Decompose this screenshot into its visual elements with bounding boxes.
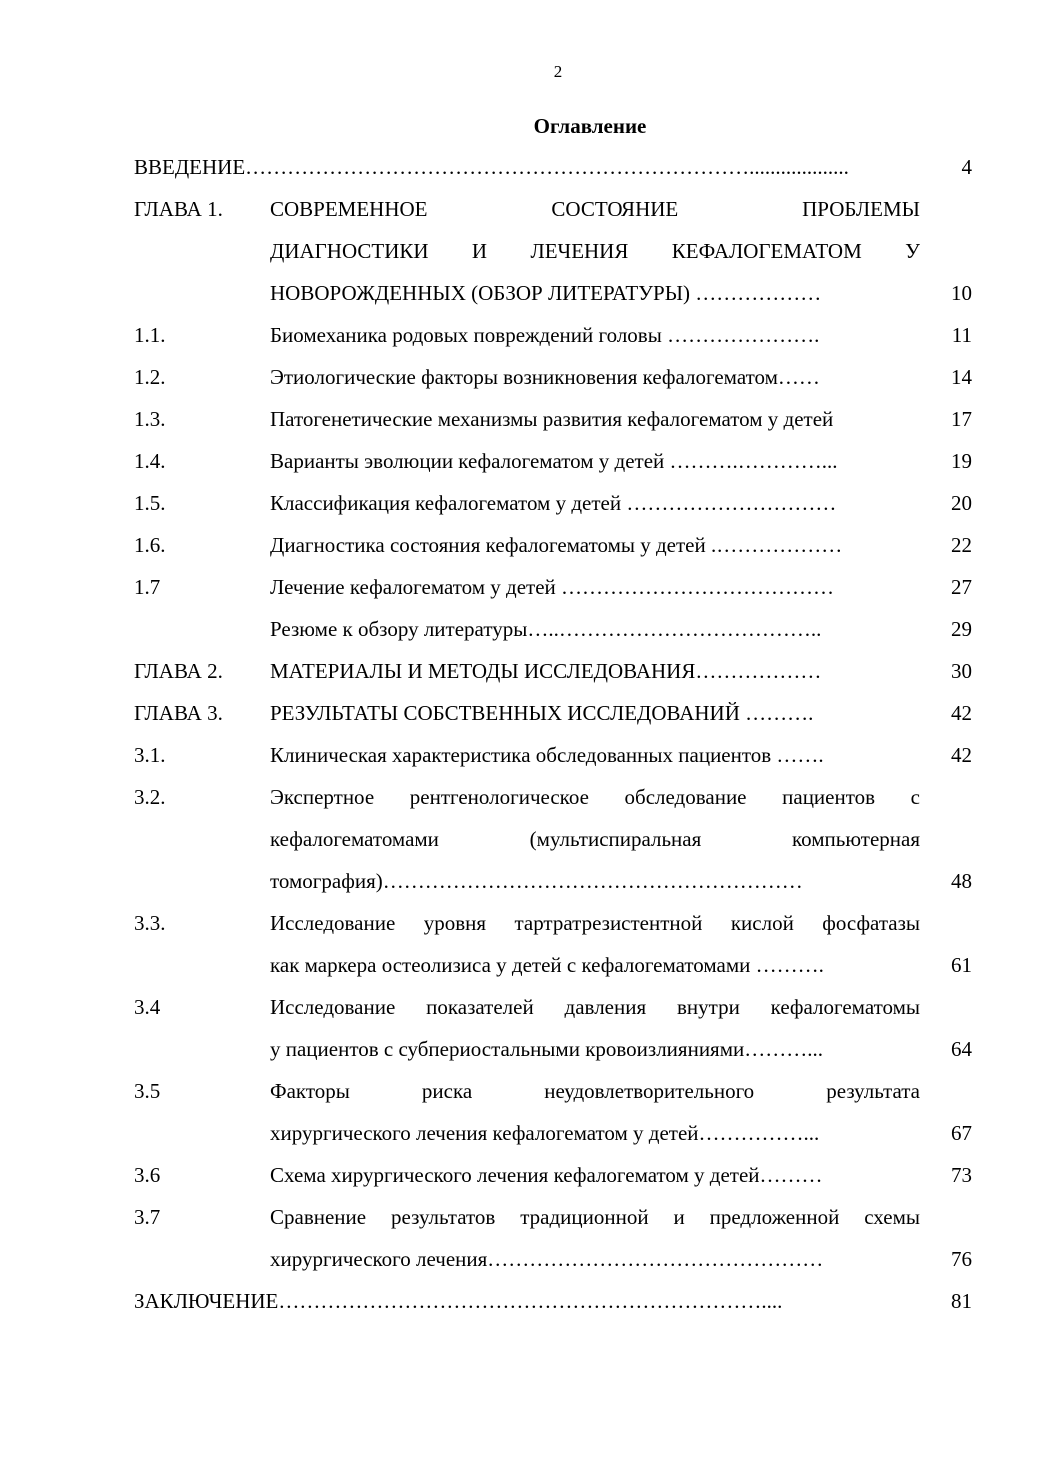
toc-entry-title <box>270 986 920 1070</box>
toc-entry-title-line: Патогенетические механизмы развития кефалогематом у детей <box>270 407 834 431</box>
toc-entry-title-line: Клиническая характеристика обследованных пациентов ……. <box>270 743 824 767</box>
toc-entry-title-line: томография)…………………………………………………… <box>270 869 803 893</box>
toc-entry-title <box>270 902 920 986</box>
toc-entry-page: 27 <box>951 575 972 599</box>
toc-entry-page: 64 <box>951 1037 972 1061</box>
toc-entry-title-line: Классификация кефалогематом у детей ………………………… <box>270 491 837 515</box>
toc-entry-page: 14 <box>951 365 972 389</box>
toc-entry-title-line: как маркера остеолизиса у детей с кефалогематомами ………. <box>270 953 824 977</box>
toc-entry-number: 3.1. <box>134 743 166 767</box>
toc-entry[interactable] <box>0 902 1040 986</box>
toc-entry[interactable] <box>0 1070 1040 1154</box>
toc-entry-title-line: Резюме к обзору литературы…..……………………………….. <box>270 617 822 641</box>
toc-entry[interactable] <box>0 188 1040 314</box>
toc-entry-title <box>270 1070 920 1154</box>
toc-entry[interactable] <box>0 1280 1040 1322</box>
toc-entry-title-line: Лечение кефалогематом у детей ………………………………… <box>270 575 835 599</box>
toc-entry[interactable] <box>0 986 1040 1070</box>
toc-entry-title-line: хирургического лечения кефалогематом у детей……………... <box>270 1121 820 1145</box>
toc-entry-title <box>270 776 920 902</box>
toc-entry-number: 1.6. <box>134 533 166 557</box>
toc-entry-title-line: Диагностика состояния кефалогематомы у детей .……………… <box>270 533 843 557</box>
toc-entry-title-line: Исследование уровня тартратрезистентной кислой фосфатазы <box>270 911 920 935</box>
toc-entry-page: 48 <box>951 869 972 893</box>
toc-entry-title <box>270 482 920 524</box>
toc-entry-title: ЗАКЛЮЧЕНИЕ…………………………………………………………….... <box>134 1289 783 1313</box>
toc-entry[interactable] <box>0 398 1040 440</box>
toc-entry-page: 81 <box>951 1289 972 1313</box>
toc-entry[interactable] <box>0 566 1040 608</box>
toc-entry-number: 3.6 <box>134 1163 161 1187</box>
toc-entry-title <box>270 650 920 692</box>
toc-entry-title <box>270 188 920 314</box>
toc-entry[interactable] <box>0 692 1040 734</box>
toc-entry-number: ГЛАВА 3. <box>134 701 223 725</box>
toc-entry-page: 10 <box>951 281 972 305</box>
toc-entry-page: 29 <box>951 617 972 641</box>
toc-entry-number: 1.3. <box>134 407 166 431</box>
toc-entry-title <box>270 356 920 398</box>
toc-entry-title-line: МАТЕРИАЛЫ И МЕТОДЫ ИССЛЕДОВАНИЯ……………… <box>270 659 822 683</box>
toc-entry-number: 3.7 <box>134 1205 161 1229</box>
toc-entry-title-line: Факторы риска неудовлетворительного результата <box>270 1079 920 1103</box>
toc-entry[interactable] <box>0 524 1040 566</box>
toc-entry-title-line: ДИАГНОСТИКИ И ЛЕЧЕНИЯ КЕФАЛОГЕМАТОМ У <box>270 239 920 263</box>
toc-entry-page: 30 <box>951 659 972 683</box>
toc-entry-number: 1.1. <box>134 323 166 347</box>
toc-entry-number: ГЛАВА 1. <box>134 197 223 221</box>
toc-entry-title-line: РЕЗУЛЬТАТЫ СОБСТВЕННЫХ ИССЛЕДОВАНИЙ ………. <box>270 701 814 725</box>
toc-entry-title-line: Схема хирургического лечения кефалогематом у детей……… <box>270 1163 823 1187</box>
toc-entry-number: 3.3. <box>134 911 166 935</box>
toc-entry-number: 3.2. <box>134 785 166 809</box>
toc-entry[interactable] <box>0 1196 1040 1280</box>
toc-entry-title <box>270 1154 920 1196</box>
toc-entry-title-line: СОВРЕМЕННОЕ СОСТОЯНИЕ ПРОБЛЕМЫ <box>270 197 920 221</box>
toc-entry[interactable] <box>0 146 1040 188</box>
page-number: 2 <box>553 62 563 81</box>
toc-title: Оглавление <box>533 114 647 138</box>
toc-entry-title <box>270 440 920 482</box>
toc-entry-page: 11 <box>951 323 972 347</box>
toc-entry-number: 1.7 <box>134 575 161 599</box>
toc-entry-title <box>270 524 920 566</box>
toc-entry-page: 20 <box>951 491 972 515</box>
toc-entry[interactable] <box>0 734 1040 776</box>
toc-entry[interactable] <box>0 314 1040 356</box>
toc-entry[interactable] <box>0 608 1040 650</box>
toc-entry[interactable] <box>0 1154 1040 1196</box>
toc-entry-title-line: Биомеханика родовых повреждений головы …………………. <box>270 323 820 347</box>
toc-entry-title-line: кефалогематомами (мультиспиральная компьютерная <box>270 827 920 851</box>
toc-entry-number: 3.5 <box>134 1079 161 1103</box>
toc-entry-title-line: Исследование показателей давления внутри кефалогематомы <box>270 995 920 1019</box>
toc-entry-page: 42 <box>951 743 972 767</box>
toc-entry-title <box>270 398 920 440</box>
toc-entry-title: ВВЕДЕНИЕ………………………………………………………………................... <box>134 155 849 179</box>
toc-entry[interactable] <box>0 440 1040 482</box>
toc-entry-title <box>270 314 920 356</box>
toc-entry-page: 73 <box>951 1163 972 1187</box>
toc-entry-number: 1.5. <box>134 491 166 515</box>
toc-entry-title-line: Варианты эволюции кефалогематом у детей ……….…………... <box>270 449 838 473</box>
toc-entry[interactable] <box>0 482 1040 524</box>
toc-entry-page: 76 <box>951 1247 972 1271</box>
toc-entry-number: 3.4 <box>134 995 161 1019</box>
toc-entry-title <box>270 608 920 650</box>
toc-entry-page: 4 <box>961 155 972 179</box>
toc-entry-title-line: НОВОРОЖДЕННЫХ (ОБЗОР ЛИТЕРАТУРЫ) ……………… <box>270 281 822 305</box>
toc-entry[interactable] <box>0 650 1040 692</box>
toc-entry-title <box>270 566 920 608</box>
toc-entry-title-line: хирургического лечения………………………………………… <box>270 1247 824 1271</box>
toc-entry-title-line: Сравнение результатов традиционной и предложенной схемы <box>270 1205 920 1229</box>
toc-entry[interactable] <box>0 776 1040 902</box>
toc-entry-page: 17 <box>951 407 972 431</box>
toc-entry-page: 22 <box>951 533 972 557</box>
toc-entry-title-line: у пациентов с субпериостальными кровоизлияниями………... <box>270 1037 823 1061</box>
toc-entry-title-line: Этиологические факторы возникновения кефалогематом…… <box>270 365 820 389</box>
toc-entry-title <box>270 1196 920 1280</box>
table-of-contents <box>0 146 1040 1322</box>
toc-entry-title <box>270 692 920 734</box>
toc-entry-number: 1.4. <box>134 449 166 473</box>
toc-entry-number: 1.2. <box>134 365 166 389</box>
toc-entry-page: 42 <box>951 701 972 725</box>
toc-entry-title-line: Экспертное рентгенологическое обследование пациентов с <box>270 785 920 809</box>
toc-entry[interactable] <box>0 356 1040 398</box>
toc-entry-page: 19 <box>951 449 972 473</box>
toc-entry-number: ГЛАВА 2. <box>134 659 223 683</box>
toc-entry-page: 61 <box>951 953 972 977</box>
toc-entry-page: 67 <box>951 1121 972 1145</box>
toc-entry-title <box>270 734 920 776</box>
